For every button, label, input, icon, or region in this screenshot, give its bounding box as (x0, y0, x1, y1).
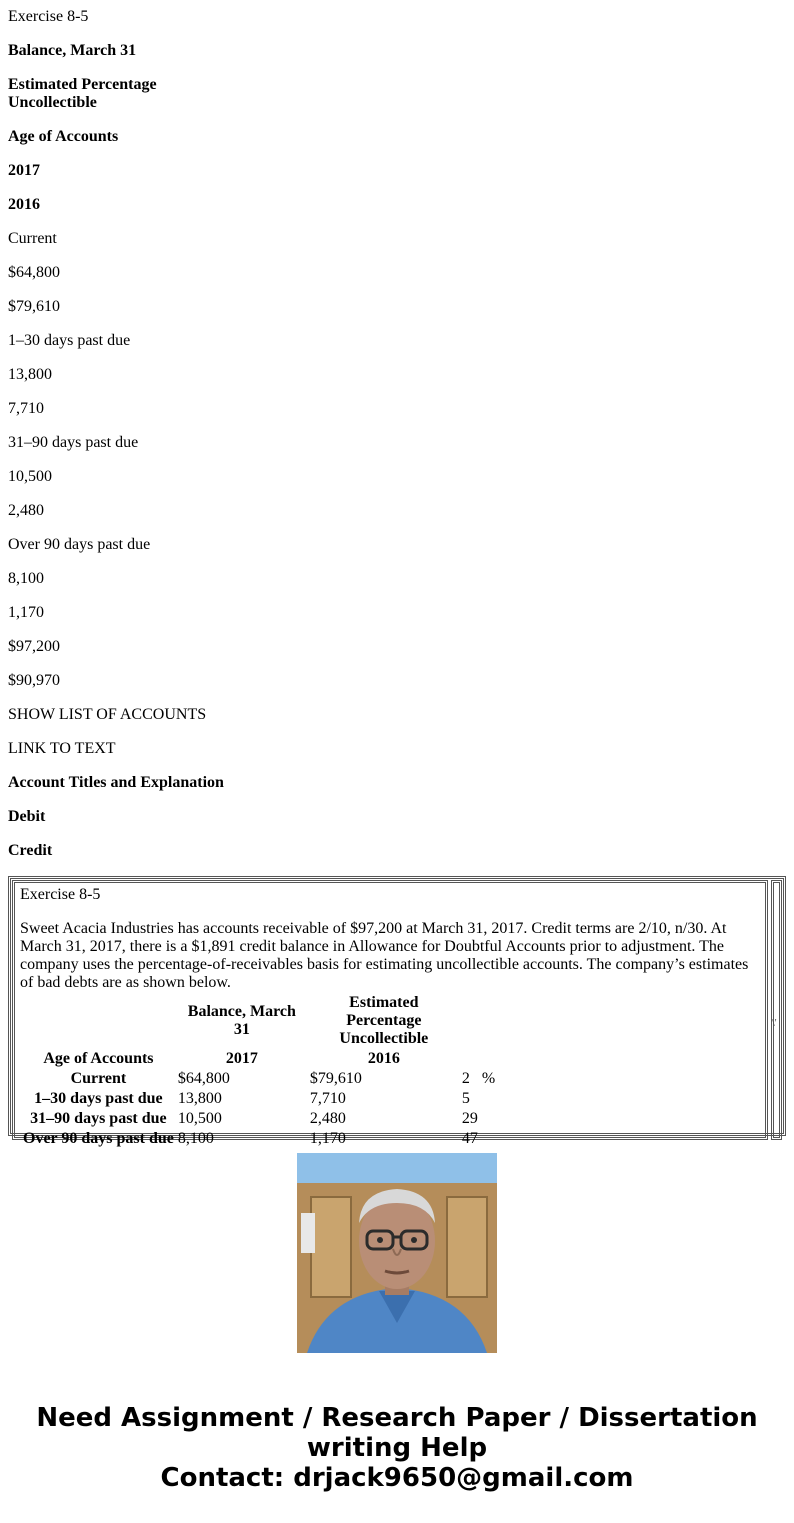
age-col-header: Age of Accounts (43, 1050, 154, 1067)
table-cell-2016: 7,710 (309, 1090, 346, 1107)
row-value-2017: 13,800 (8, 366, 52, 383)
row-value-2016: 1,170 (8, 604, 44, 621)
table-row (22, 1130, 496, 1148)
frame-scrollbar[interactable] (771, 880, 782, 1140)
table-subheader-row (22, 1050, 496, 1068)
table-cell-2016: 2,480 (309, 1110, 346, 1127)
estimated-header (8, 76, 157, 112)
scroll-mark: \' (772, 1018, 777, 1029)
table-cell-2017: 13,800 (177, 1090, 222, 1107)
percent-unit: % (481, 1070, 496, 1087)
portrait-panel-left (311, 1197, 351, 1297)
avatar-portrait (297, 1153, 497, 1353)
estimated-header-line1: Estimated Percentage (8, 76, 157, 93)
table-cell-percent (461, 1130, 496, 1148)
row-age: 1–30 days past due (8, 332, 131, 349)
estimated-col-header (309, 994, 459, 1048)
estimated-header-line2: Uncollectible (8, 94, 97, 111)
table-cell-2017: 8,100 (177, 1130, 214, 1147)
portrait-panel-right (447, 1197, 487, 1297)
row-value-2016: $79,610 (8, 298, 60, 315)
avatar (297, 1153, 497, 1353)
portrait-switch (301, 1213, 315, 1253)
portrait-eye-right (411, 1237, 417, 1243)
row-value-2016: 2,480 (8, 502, 44, 519)
percent-value: 5 (461, 1090, 470, 1107)
percent-value: 47 (461, 1130, 478, 1147)
table-row-age: 31–90 days past due (30, 1110, 167, 1127)
table-row-age: Current (70, 1070, 127, 1087)
row-value-2016: 7,710 (8, 400, 44, 417)
year-2016-header: 2016 (8, 196, 40, 213)
table-row-age: Over 90 days past due (23, 1130, 174, 1147)
problem-content (20, 886, 756, 1150)
year-2017-col-header: 2017 (225, 1050, 258, 1067)
estimated-col-line2: Uncollectible (339, 1030, 429, 1047)
table-row (22, 1090, 496, 1108)
estimated-col-line1: Estimated Percentage (346, 994, 422, 1029)
problem-frame (8, 876, 786, 1147)
year-2017-header: 2017 (8, 162, 40, 179)
balance-header: Balance, March 31 (8, 42, 137, 59)
problem-text: Sweet Acacia Industries has accounts receivable of $97,200 at March 31, 2017. Credit terms are 2/10, n/30. At March 31, 2017, there is a $1,891 credit balance in Allowance for Doubtful Accounts prior to adjustment. The company uses the percentage-of-receivables basis for estimating uncollectible accounts. The company’s estimates of bad debts are as shown below. (20, 920, 749, 991)
row-age: Over 90 days past due (8, 536, 151, 553)
percent-value: 29 (461, 1110, 478, 1127)
table-row (22, 1070, 496, 1088)
row-age: Current (8, 230, 57, 247)
balance-col-header: Balance, March 31 (187, 1003, 296, 1038)
table-cell-2016: 1,170 (309, 1130, 346, 1147)
row-value-2017: 8,100 (8, 570, 44, 587)
total-2017: $97,200 (8, 638, 60, 655)
debit-header: Debit (8, 808, 46, 825)
table-cell-percent (461, 1070, 496, 1088)
table-row (22, 1110, 496, 1128)
row-value-2017: $64,800 (8, 264, 60, 281)
problem-title: Exercise 8-5 (20, 886, 101, 903)
aging-table (20, 992, 498, 1150)
table-cell-percent (461, 1110, 496, 1128)
account-titles-header: Account Titles and Explanation (8, 774, 224, 791)
row-value-2017: 10,500 (8, 468, 52, 485)
table-row-age: 1–30 days past due (34, 1090, 163, 1107)
show-list-of-accounts-link[interactable]: SHOW LIST OF ACCOUNTS (8, 706, 207, 723)
table-cell-2017: 10,500 (177, 1110, 222, 1127)
link-to-text[interactable]: LINK TO TEXT (8, 740, 116, 757)
ad-contact-line[interactable]: Contact: drjack9650@gmail.com (160, 1463, 634, 1493)
table-header-row (22, 994, 496, 1048)
age-header: Age of Accounts (8, 128, 119, 145)
table-cell-2017: $64,800 (177, 1070, 230, 1087)
year-2016-col-header: 2016 (367, 1050, 400, 1067)
table-cell-2016: $79,610 (309, 1070, 362, 1087)
total-2016: $90,970 (8, 672, 60, 689)
ad-line-2: writing Help (306, 1433, 488, 1463)
credit-header: Credit (8, 842, 53, 859)
ad-line-1: Need Assignment / Research Paper / Dissertation (36, 1403, 758, 1433)
row-age: 31–90 days past due (8, 434, 139, 451)
percent-value: 2 (461, 1070, 470, 1087)
table-cell-percent (461, 1090, 496, 1108)
help-advertisement (0, 1403, 794, 1493)
portrait-eye-left (377, 1237, 383, 1243)
exercise-title: Exercise 8-5 (8, 8, 89, 25)
